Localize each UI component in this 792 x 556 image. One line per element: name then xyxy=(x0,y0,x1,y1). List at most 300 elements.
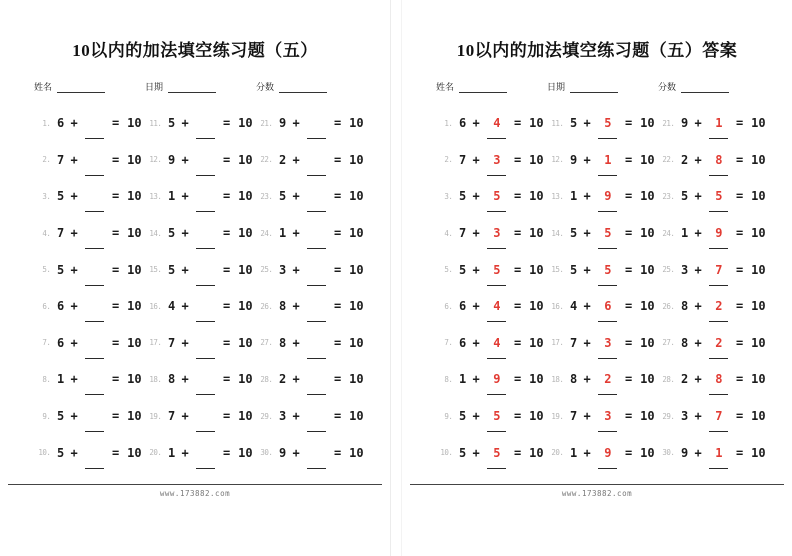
plus-sign: + xyxy=(583,262,591,277)
answer-value: 5 xyxy=(604,226,612,241)
problem xyxy=(658,115,769,131)
answer-blank-line xyxy=(307,211,326,212)
plus-sign: + xyxy=(694,335,702,350)
plus-sign: + xyxy=(583,445,591,460)
problem xyxy=(34,445,145,461)
problem-row xyxy=(34,361,390,398)
problem xyxy=(256,115,367,131)
addend-value: 7 xyxy=(459,152,467,167)
sum-value: 10 xyxy=(238,445,253,460)
problem-number: 4. xyxy=(444,228,453,238)
sum-value: 10 xyxy=(127,189,142,204)
answer-blank xyxy=(484,445,509,461)
problem xyxy=(34,335,145,351)
addend-value: 8 xyxy=(279,335,287,350)
answer-value: 2 xyxy=(604,372,612,387)
problem xyxy=(34,371,145,387)
problem xyxy=(145,408,256,424)
equals-sign: = xyxy=(735,262,744,277)
plus-sign: + xyxy=(292,299,300,314)
equals-sign: = xyxy=(513,299,522,314)
equals-sign: = xyxy=(735,116,744,131)
answer-blank-line xyxy=(487,285,506,286)
answer-blank-line xyxy=(85,358,104,359)
header-fields xyxy=(402,77,792,93)
plus-sign: + xyxy=(472,372,480,387)
answer-blank xyxy=(193,445,218,461)
addend-value: 3 xyxy=(681,409,689,424)
answer-blank-line xyxy=(598,394,617,395)
addend-value: 4 xyxy=(168,299,176,314)
answer-blank xyxy=(193,188,218,204)
addend-value: 2 xyxy=(279,152,287,167)
equals-sign: = xyxy=(513,152,522,167)
equals-sign: = xyxy=(222,116,231,131)
answer-blank xyxy=(484,298,509,314)
equals-sign: = xyxy=(735,152,744,167)
problem xyxy=(34,188,145,204)
answer-blank-line xyxy=(598,175,617,176)
addend-value: 5 xyxy=(681,189,689,204)
problem xyxy=(256,225,367,241)
answer-blank xyxy=(706,188,731,204)
addend-value: 6 xyxy=(57,116,65,131)
plus-sign: + xyxy=(472,409,480,424)
answer-blank xyxy=(595,408,620,424)
answer-blank xyxy=(304,188,329,204)
equals-sign: = xyxy=(111,445,120,460)
problem-row xyxy=(436,215,792,252)
answer-blank-line xyxy=(307,138,326,139)
problem-row xyxy=(34,215,390,252)
answer-blank-line xyxy=(196,431,215,432)
answer-blank xyxy=(193,115,218,131)
sum-value: 10 xyxy=(238,152,253,167)
answer-blank xyxy=(595,371,620,387)
sum-value: 10 xyxy=(238,189,253,204)
plus-sign: + xyxy=(472,335,480,350)
problem-number: 11. xyxy=(551,118,564,128)
equals-sign: = xyxy=(513,409,522,424)
sum-value: 10 xyxy=(238,299,253,314)
page-title: 10以内的加法填空练习题（五） xyxy=(72,41,318,60)
addend-value: 5 xyxy=(279,189,287,204)
problem xyxy=(34,152,145,168)
sum-value: 10 xyxy=(529,189,544,204)
addend-value: 7 xyxy=(168,409,176,424)
problem-number: 4. xyxy=(42,228,51,238)
date-field xyxy=(547,77,658,93)
answer-blank xyxy=(304,298,329,314)
addend-value: 8 xyxy=(279,299,287,314)
addend-value: 8 xyxy=(168,372,176,387)
sum-value: 10 xyxy=(238,262,253,277)
addend-value: 6 xyxy=(57,299,65,314)
answer-blank xyxy=(304,335,329,351)
score-field xyxy=(256,77,367,93)
page-footer xyxy=(410,484,784,498)
sum-value: 10 xyxy=(349,299,364,314)
sum-value: 10 xyxy=(127,409,142,424)
problem-number: 28. xyxy=(662,374,675,384)
score-field-label: 分数 xyxy=(256,82,275,92)
footer-rule xyxy=(410,484,784,485)
problem xyxy=(145,188,256,204)
sum-value: 10 xyxy=(529,226,544,241)
sum-value: 10 xyxy=(349,226,364,241)
problem-row xyxy=(436,398,792,435)
plus-sign: + xyxy=(583,152,591,167)
plus-sign: + xyxy=(292,262,300,277)
equals-sign: = xyxy=(111,335,120,350)
plus-sign: + xyxy=(694,262,702,277)
problem xyxy=(658,445,769,461)
plus-sign: + xyxy=(70,409,78,424)
addend-value: 6 xyxy=(57,335,65,350)
answer-value: 3 xyxy=(604,409,612,424)
problem xyxy=(547,335,658,351)
plus-sign: + xyxy=(70,116,78,131)
answer-value: 3 xyxy=(493,226,501,241)
sum-value: 10 xyxy=(529,299,544,314)
answer-blank xyxy=(304,371,329,387)
answer-blank xyxy=(484,188,509,204)
addend-value: 4 xyxy=(570,299,578,314)
answer-blank xyxy=(484,371,509,387)
plus-sign: + xyxy=(292,189,300,204)
plus-sign: + xyxy=(181,116,189,131)
problem-number: 25. xyxy=(260,265,273,275)
page-divider xyxy=(390,0,402,556)
answer-blank-line xyxy=(598,248,617,249)
problem-number: 17. xyxy=(149,338,162,348)
equals-sign: = xyxy=(111,226,120,241)
answer-blank-line xyxy=(598,468,617,469)
answer-value: 5 xyxy=(493,445,501,460)
addend-value: 1 xyxy=(57,372,65,387)
sum-value: 10 xyxy=(751,262,766,277)
answer-blank xyxy=(595,262,620,278)
answer-value: 5 xyxy=(493,409,501,424)
sum-value: 10 xyxy=(529,335,544,350)
problem xyxy=(34,298,145,314)
answer-blank-line xyxy=(598,321,617,322)
problem xyxy=(658,262,769,278)
problem xyxy=(145,262,256,278)
answer-blank xyxy=(706,371,731,387)
addend-value: 5 xyxy=(459,189,467,204)
answer-blank-line xyxy=(487,394,506,395)
equals-sign: = xyxy=(333,372,342,387)
plus-sign: + xyxy=(583,226,591,241)
plus-sign: + xyxy=(70,445,78,460)
answer-blank xyxy=(304,408,329,424)
answer-blank xyxy=(193,335,218,351)
answer-blank-line xyxy=(487,468,506,469)
addend-value: 5 xyxy=(57,445,65,460)
plus-sign: + xyxy=(694,226,702,241)
answer-blank xyxy=(706,335,731,351)
plus-sign: + xyxy=(70,262,78,277)
problem-number: 7. xyxy=(42,338,51,348)
answer-blank-line xyxy=(709,175,728,176)
sum-value: 10 xyxy=(127,335,142,350)
problem xyxy=(547,371,658,387)
equals-sign: = xyxy=(222,335,231,350)
problem-number: 3. xyxy=(444,191,453,201)
plus-sign: + xyxy=(70,299,78,314)
problem-number: 7. xyxy=(444,338,453,348)
problem-number: 15. xyxy=(149,265,162,275)
problem-number: 19. xyxy=(149,411,162,421)
sum-value: 10 xyxy=(640,226,655,241)
answer-blank xyxy=(193,371,218,387)
sum-value: 10 xyxy=(640,262,655,277)
answer-blank-line xyxy=(487,431,506,432)
problem-number: 5. xyxy=(42,265,51,275)
addend-value: 5 xyxy=(57,189,65,204)
name-field-line xyxy=(459,80,507,93)
equals-sign: = xyxy=(513,116,522,131)
problem-number: 24. xyxy=(662,228,675,238)
problem-number: 22. xyxy=(662,155,675,165)
answer-value: 4 xyxy=(493,299,501,314)
addend-value: 5 xyxy=(459,262,467,277)
equals-sign: = xyxy=(222,409,231,424)
sum-value: 10 xyxy=(640,335,655,350)
sum-value: 10 xyxy=(349,445,364,460)
problem-number: 3. xyxy=(42,191,51,201)
plus-sign: + xyxy=(694,299,702,314)
answer-blank-line xyxy=(85,321,104,322)
date-field-line xyxy=(168,80,216,93)
problem xyxy=(145,335,256,351)
name-field-label: 姓名 xyxy=(436,82,455,92)
answer-blank-line xyxy=(598,138,617,139)
sum-value: 10 xyxy=(127,116,142,131)
plus-sign: + xyxy=(472,152,480,167)
plus-sign: + xyxy=(181,226,189,241)
sum-value: 10 xyxy=(349,189,364,204)
equals-sign: = xyxy=(111,262,120,277)
answer-blank-line xyxy=(196,394,215,395)
answer-blank xyxy=(484,262,509,278)
answer-blank xyxy=(595,115,620,131)
plus-sign: + xyxy=(694,445,702,460)
problem xyxy=(436,298,547,314)
problem-row xyxy=(436,105,792,142)
addend-value: 9 xyxy=(681,445,689,460)
plus-sign: + xyxy=(472,226,480,241)
page-footer xyxy=(8,484,382,498)
sum-value: 10 xyxy=(751,116,766,131)
addend-value: 5 xyxy=(57,409,65,424)
answer-blank-line xyxy=(307,394,326,395)
plus-sign: + xyxy=(70,152,78,167)
problem-number: 27. xyxy=(662,338,675,348)
equals-sign: = xyxy=(111,152,120,167)
sum-value: 10 xyxy=(640,445,655,460)
addend-value: 6 xyxy=(459,116,467,131)
answer-blank-line xyxy=(307,431,326,432)
answer-blank-line xyxy=(196,248,215,249)
answer-blank-line xyxy=(307,175,326,176)
equals-sign: = xyxy=(333,445,342,460)
answer-blank-line xyxy=(196,285,215,286)
sum-value: 10 xyxy=(238,226,253,241)
answer-blank-line xyxy=(709,211,728,212)
problem xyxy=(34,408,145,424)
equals-sign: = xyxy=(735,189,744,204)
answer-value: 9 xyxy=(604,445,612,460)
problem-number: 1. xyxy=(42,118,51,128)
sum-value: 10 xyxy=(238,335,253,350)
plus-sign: + xyxy=(181,152,189,167)
problem-row xyxy=(436,325,792,362)
answer-blank-line xyxy=(85,175,104,176)
equals-sign: = xyxy=(624,262,633,277)
problem xyxy=(436,445,547,461)
plus-sign: + xyxy=(694,189,702,204)
plus-sign: + xyxy=(181,299,189,314)
equals-sign: = xyxy=(624,409,633,424)
plus-sign: + xyxy=(583,189,591,204)
name-field-label: 姓名 xyxy=(34,82,53,92)
sum-value: 10 xyxy=(751,299,766,314)
plus-sign: + xyxy=(292,372,300,387)
addend-value: 9 xyxy=(570,152,578,167)
problem-number: 21. xyxy=(260,118,273,128)
answer-blank xyxy=(82,225,107,241)
plus-sign: + xyxy=(292,226,300,241)
sum-value: 10 xyxy=(640,116,655,131)
answer-blank-line xyxy=(709,358,728,359)
problem-row xyxy=(436,178,792,215)
sum-value: 10 xyxy=(640,152,655,167)
equals-sign: = xyxy=(624,372,633,387)
equals-sign: = xyxy=(333,116,342,131)
problem-number: 13. xyxy=(149,191,162,201)
sum-value: 10 xyxy=(529,116,544,131)
plus-sign: + xyxy=(292,152,300,167)
answer-blank-line xyxy=(487,175,506,176)
problem-row xyxy=(436,288,792,325)
answer-blank-line xyxy=(307,285,326,286)
answer-blank-line xyxy=(709,321,728,322)
answer-blank-line xyxy=(85,394,104,395)
equals-sign: = xyxy=(513,226,522,241)
equals-sign: = xyxy=(624,152,633,167)
problem-number: 23. xyxy=(260,191,273,201)
plus-sign: + xyxy=(292,409,300,424)
footer-url: www.173882.com xyxy=(561,489,633,498)
addend-value: 9 xyxy=(279,116,287,131)
problem-number: 14. xyxy=(149,228,162,238)
problem-row xyxy=(436,142,792,179)
answer-blank xyxy=(304,262,329,278)
problem-row xyxy=(436,251,792,288)
plus-sign: + xyxy=(472,262,480,277)
problem-number: 26. xyxy=(662,301,675,311)
addend-value: 6 xyxy=(459,299,467,314)
equals-sign: = xyxy=(333,409,342,424)
answer-blank-line xyxy=(487,321,506,322)
answer-value: 7 xyxy=(715,409,723,424)
equals-sign: = xyxy=(624,445,633,460)
answer-blank-line xyxy=(196,321,215,322)
answer-value: 3 xyxy=(493,152,501,167)
answer-blank xyxy=(82,335,107,351)
equals-sign: = xyxy=(513,262,522,277)
problem-row xyxy=(436,434,792,471)
equals-sign: = xyxy=(222,372,231,387)
sum-value: 10 xyxy=(640,372,655,387)
problem xyxy=(256,335,367,351)
answer-value: 5 xyxy=(604,116,612,131)
sum-value: 10 xyxy=(529,372,544,387)
answer-value: 1 xyxy=(715,116,723,131)
addend-value: 1 xyxy=(570,189,578,204)
problem-row xyxy=(34,251,390,288)
problem xyxy=(34,115,145,131)
answer-blank-line xyxy=(307,358,326,359)
problem-number: 10. xyxy=(38,448,51,458)
answer-blank-line xyxy=(487,138,506,139)
answer-value: 2 xyxy=(715,299,723,314)
plus-sign: + xyxy=(292,445,300,460)
plus-sign: + xyxy=(583,409,591,424)
addend-value: 8 xyxy=(570,372,578,387)
addend-value: 7 xyxy=(57,226,65,241)
problem xyxy=(547,115,658,131)
sum-value: 10 xyxy=(127,372,142,387)
plus-sign: + xyxy=(694,372,702,387)
problem xyxy=(34,225,145,241)
problem xyxy=(547,298,658,314)
problem-number: 21. xyxy=(662,118,675,128)
problem xyxy=(547,445,658,461)
answer-blank-line xyxy=(307,468,326,469)
addend-value: 7 xyxy=(57,152,65,167)
answer-blank-line xyxy=(709,394,728,395)
problem xyxy=(658,188,769,204)
problem-number: 18. xyxy=(149,374,162,384)
addend-value: 5 xyxy=(570,116,578,131)
answer-blank-line xyxy=(85,468,104,469)
answer-blank xyxy=(82,371,107,387)
answer-blank-line xyxy=(85,138,104,139)
problem-number: 16. xyxy=(551,301,564,311)
answer-blank-line xyxy=(598,211,617,212)
equals-sign: = xyxy=(735,299,744,314)
addend-value: 1 xyxy=(168,189,176,204)
answer-blank xyxy=(193,152,218,168)
sum-value: 10 xyxy=(529,409,544,424)
plus-sign: + xyxy=(181,409,189,424)
plus-sign: + xyxy=(70,335,78,350)
addend-value: 1 xyxy=(570,445,578,460)
addend-value: 6 xyxy=(459,335,467,350)
plus-sign: + xyxy=(181,372,189,387)
score-field-line xyxy=(279,80,327,93)
plus-sign: + xyxy=(694,409,702,424)
addend-value: 5 xyxy=(570,226,578,241)
problem-number: 24. xyxy=(260,228,273,238)
answer-blank xyxy=(706,225,731,241)
equals-sign: = xyxy=(111,116,120,131)
equals-sign: = xyxy=(624,189,633,204)
answer-value: 5 xyxy=(493,189,501,204)
